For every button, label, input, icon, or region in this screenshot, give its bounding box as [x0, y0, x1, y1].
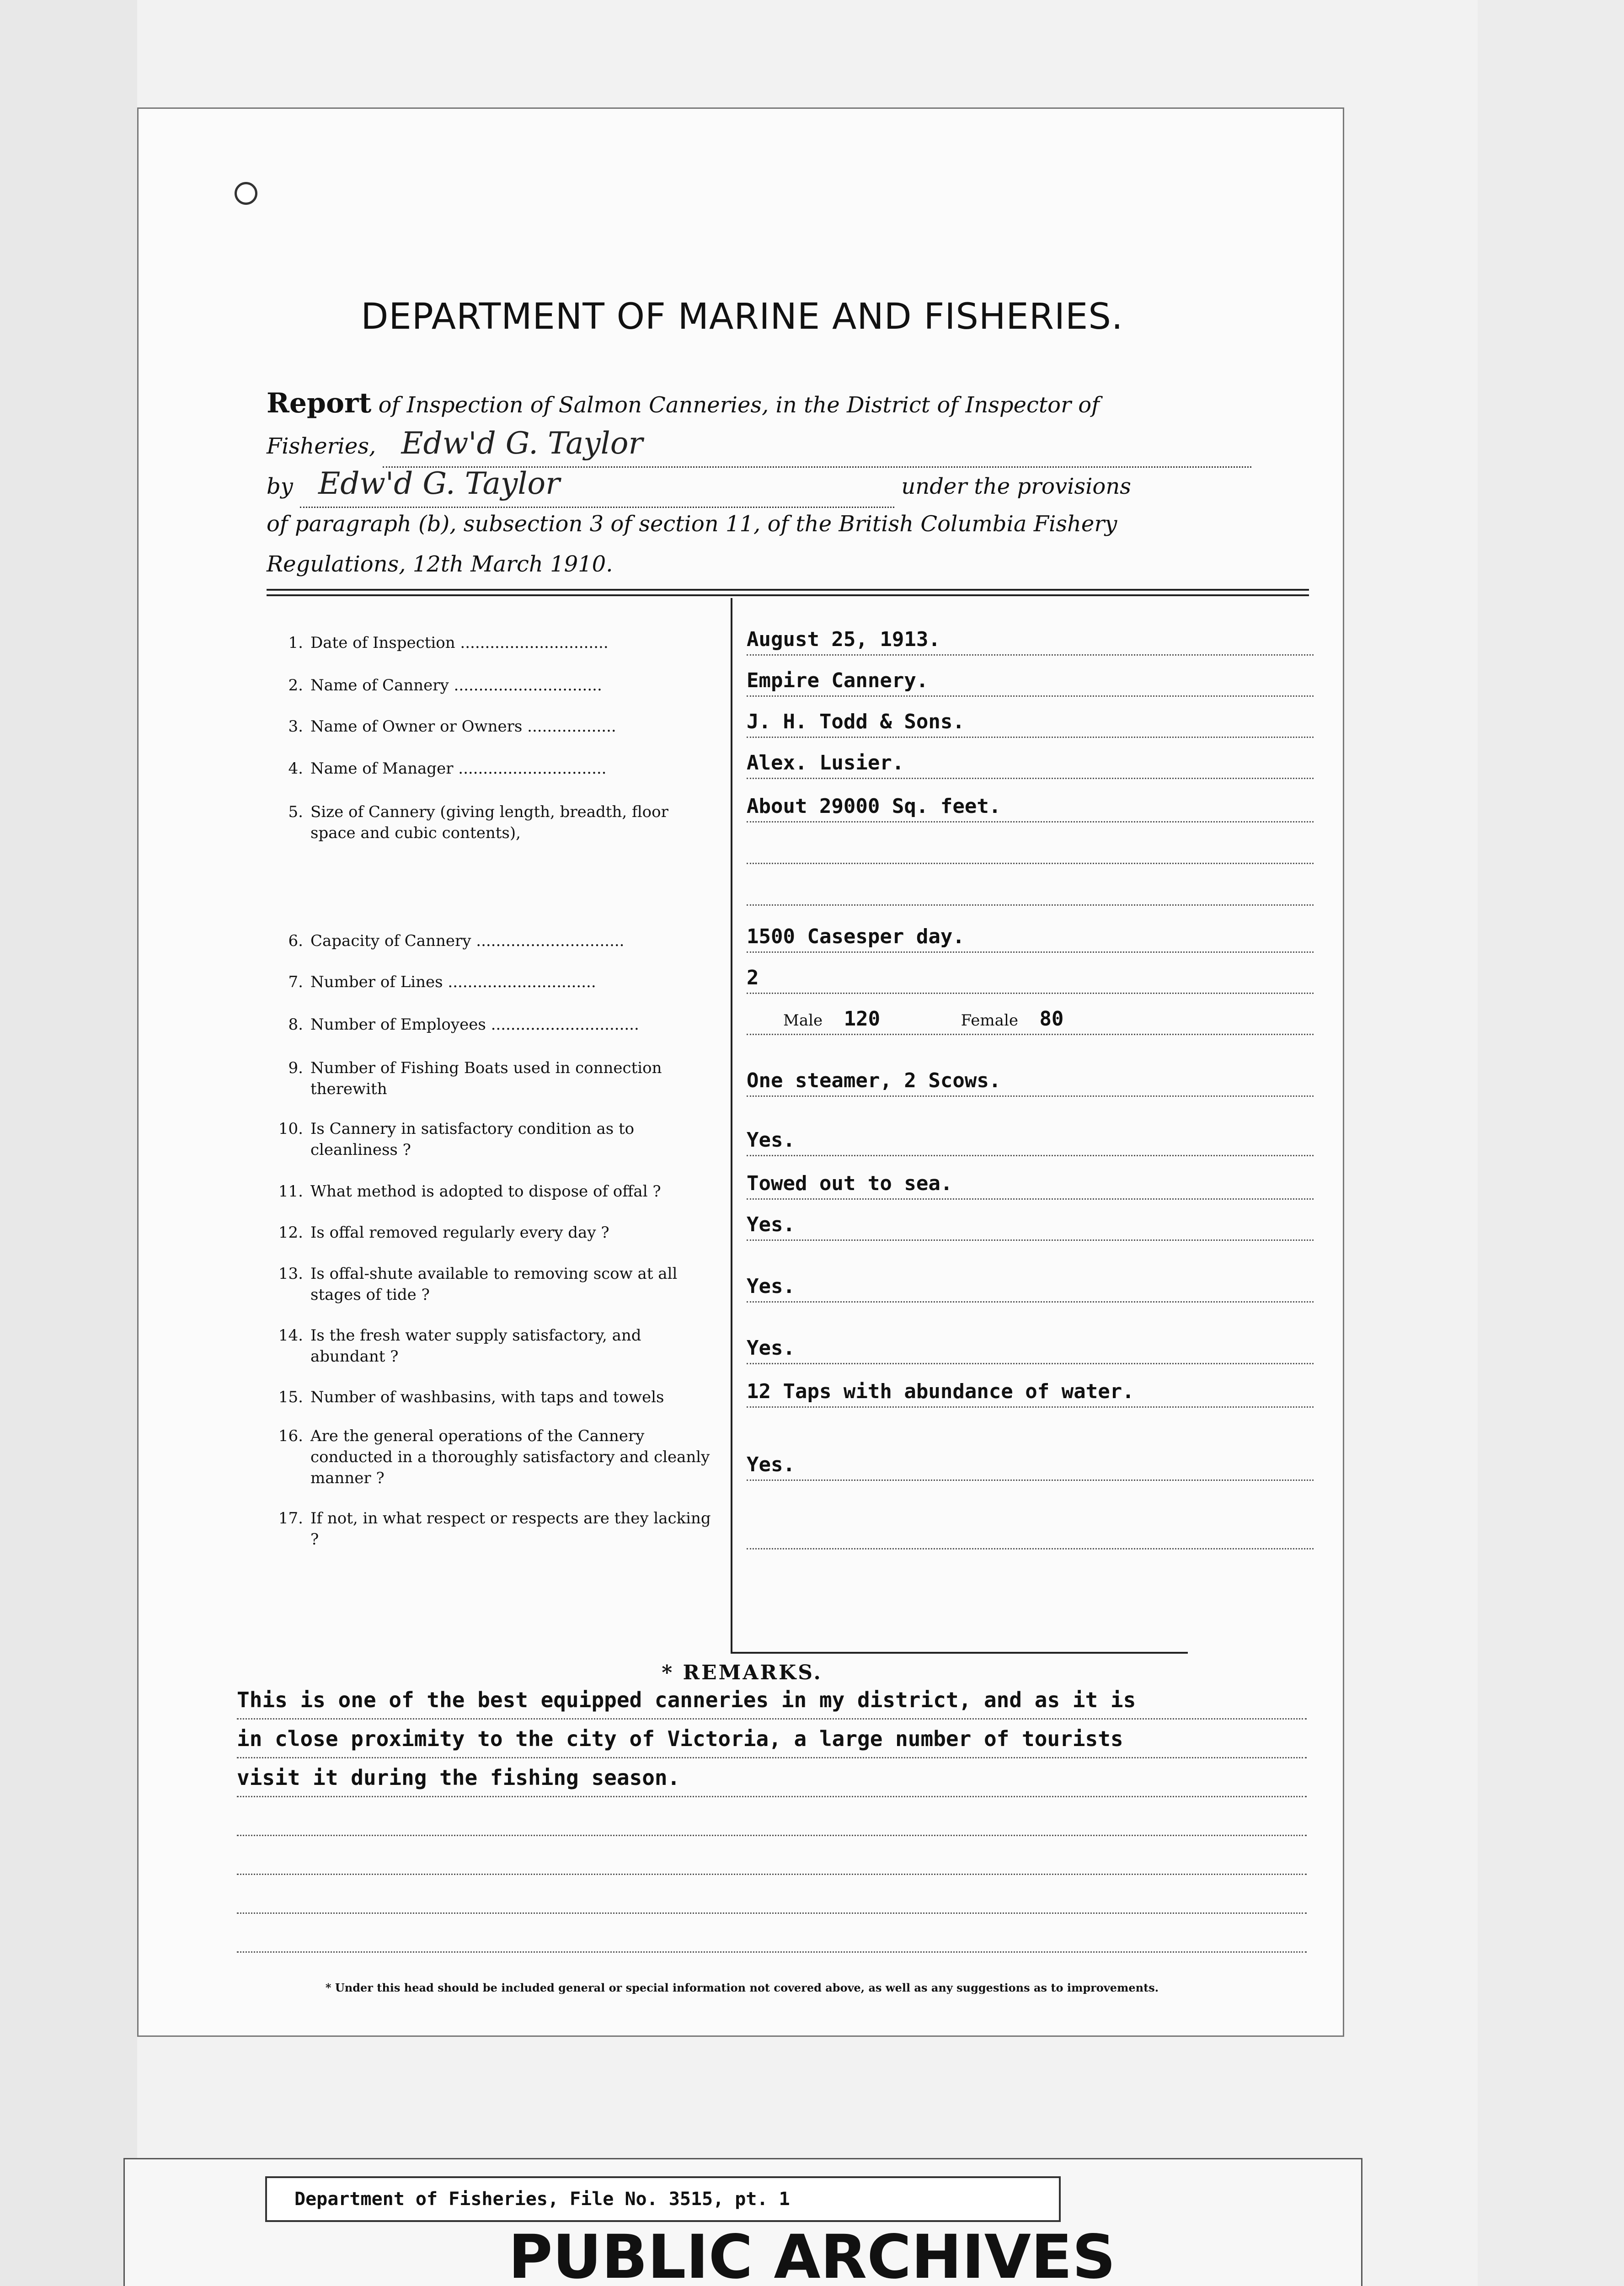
question-1: 1. Date of Inspection .............................. — [288, 634, 609, 652]
intro-line-4: of paragraph (b), subsection 3 of section 11, of the British Columbia Fishery — [267, 511, 1117, 537]
right-margin — [1478, 0, 1624, 2286]
remarks-line-4 — [237, 1798, 1307, 1836]
answer-9: One steamer, 2 Scows. — [747, 1069, 1314, 1097]
inspector-field — [383, 423, 1251, 468]
question-7: 7. Number of Lines .............................. — [288, 973, 596, 991]
remarks-line-7 — [237, 1915, 1307, 1953]
double-rule-bottom — [267, 594, 1309, 596]
question-9: 9. Number of Fishing Boats used in connection therewith — [288, 1059, 662, 1098]
question-16: 16. Are the general operations of the Cannery conducted in a thoroughly satisfactory and cleanly manner ? — [278, 1427, 710, 1487]
inspector-signature: Edw'd G. Taylor — [401, 426, 643, 461]
answer-8: Male 120 Female 80 — [747, 1007, 1314, 1035]
department-title: DEPARTMENT OF MARINE AND FISHERIES. — [361, 296, 1123, 337]
answer-12: Yes. — [747, 1213, 1314, 1241]
answer-10: Yes. — [747, 1128, 1314, 1156]
answer-17 — [747, 1522, 1314, 1549]
report-page — [137, 107, 1344, 2037]
question-11: 11. What method is adopted to dispose of offal ? — [278, 1182, 661, 1201]
file-label: Department of Fisheries, File No. 3515, pt. 1 — [265, 2176, 1061, 2222]
answer-1: August 25, 1913. — [747, 628, 1314, 656]
remarks-heading: * REMARKS. — [662, 1661, 823, 1684]
answer-6: 1500 Casesper day. — [747, 925, 1314, 953]
double-rule-top — [267, 589, 1309, 591]
answer-4: Alex. Lusier. — [747, 751, 1314, 779]
intro-text-2: under the provisions — [901, 474, 1131, 499]
intro-text-1: of Inspection of Salmon Canneries, in the District of Inspector of — [378, 392, 1100, 418]
left-margin — [0, 0, 137, 2286]
column-divider — [731, 598, 732, 1652]
question-4: 4. Name of Manager .............................. — [288, 759, 607, 778]
question-2: 2. Name of Cannery .............................. — [288, 676, 602, 694]
intro-line-1 — [267, 383, 1300, 425]
remarks-line-3: visit it during the fishing season. — [237, 1759, 1307, 1797]
answer-11: Towed out to sea. — [747, 1172, 1314, 1200]
remarks-footnote: * Under this head should be included general or special information not covered above, as well as any suggestions as to improvements. — [325, 1981, 1159, 1994]
answer-2: Empire Cannery. — [747, 669, 1314, 697]
answer-16: Yes. — [747, 1453, 1314, 1481]
punch-hole — [235, 182, 257, 205]
question-17: 17. If not, in what respect or respects are they lacking ? — [278, 1509, 711, 1549]
question-14: 14. Is the fresh water supply satisfactory, and abundant ? — [278, 1326, 641, 1366]
question-6: 6. Capacity of Cannery .............................. — [288, 932, 625, 950]
remarks-line-6 — [237, 1876, 1307, 1914]
answer-13: Yes. — [747, 1275, 1314, 1303]
question-15: 15. Number of washbasins, with taps and towels — [278, 1388, 664, 1406]
answer-14: Yes. — [747, 1336, 1314, 1364]
question-5: 5. Size of Cannery (giving length, breadth, floor space and cubic contents), — [288, 803, 668, 842]
question-13: 13. Is offal-shute available to removing scow at all stages of tide ? — [278, 1265, 678, 1304]
answer-3: J. H. Todd & Sons. — [747, 710, 1314, 738]
by-label: by — [267, 474, 293, 499]
question-8: 8. Number of Employees .............................. — [288, 1015, 639, 1034]
archive-line-public: PUBLIC ARCHIVES — [508, 2222, 1116, 2286]
answer-15: 12 Taps with abundance of water. — [747, 1380, 1314, 1408]
remarks-line-1: This is one of the best equipped canneries in my district, and as it is — [237, 1682, 1307, 1720]
intro-line-3 — [267, 464, 1300, 508]
remarks-line-5 — [237, 1837, 1307, 1875]
intro-line-5: Regulations, 12th March 1910. — [267, 551, 613, 577]
by-signature: Edw'd G. Taylor — [318, 466, 560, 501]
answer-7: 2 — [747, 966, 1314, 994]
question-3: 3. Name of Owner or Owners .................. — [288, 717, 616, 736]
report-word: Report — [267, 387, 372, 419]
answer-bottom-rule — [731, 1652, 1188, 1654]
by-field — [300, 464, 894, 508]
question-10: 10. Is Cannery in satisfactory condition as to cleanliness ? — [278, 1120, 635, 1159]
intro-line-2 — [267, 423, 1300, 468]
fisheries-label: Fisheries, — [267, 433, 376, 459]
remarks-line-2: in close proximity to the city of Victoria, a large number of tourists — [237, 1720, 1307, 1758]
answer-5: About 29000 Sq. feet. — [747, 795, 1314, 906]
question-12: 12. Is offal removed regularly every day ? — [278, 1223, 609, 1242]
